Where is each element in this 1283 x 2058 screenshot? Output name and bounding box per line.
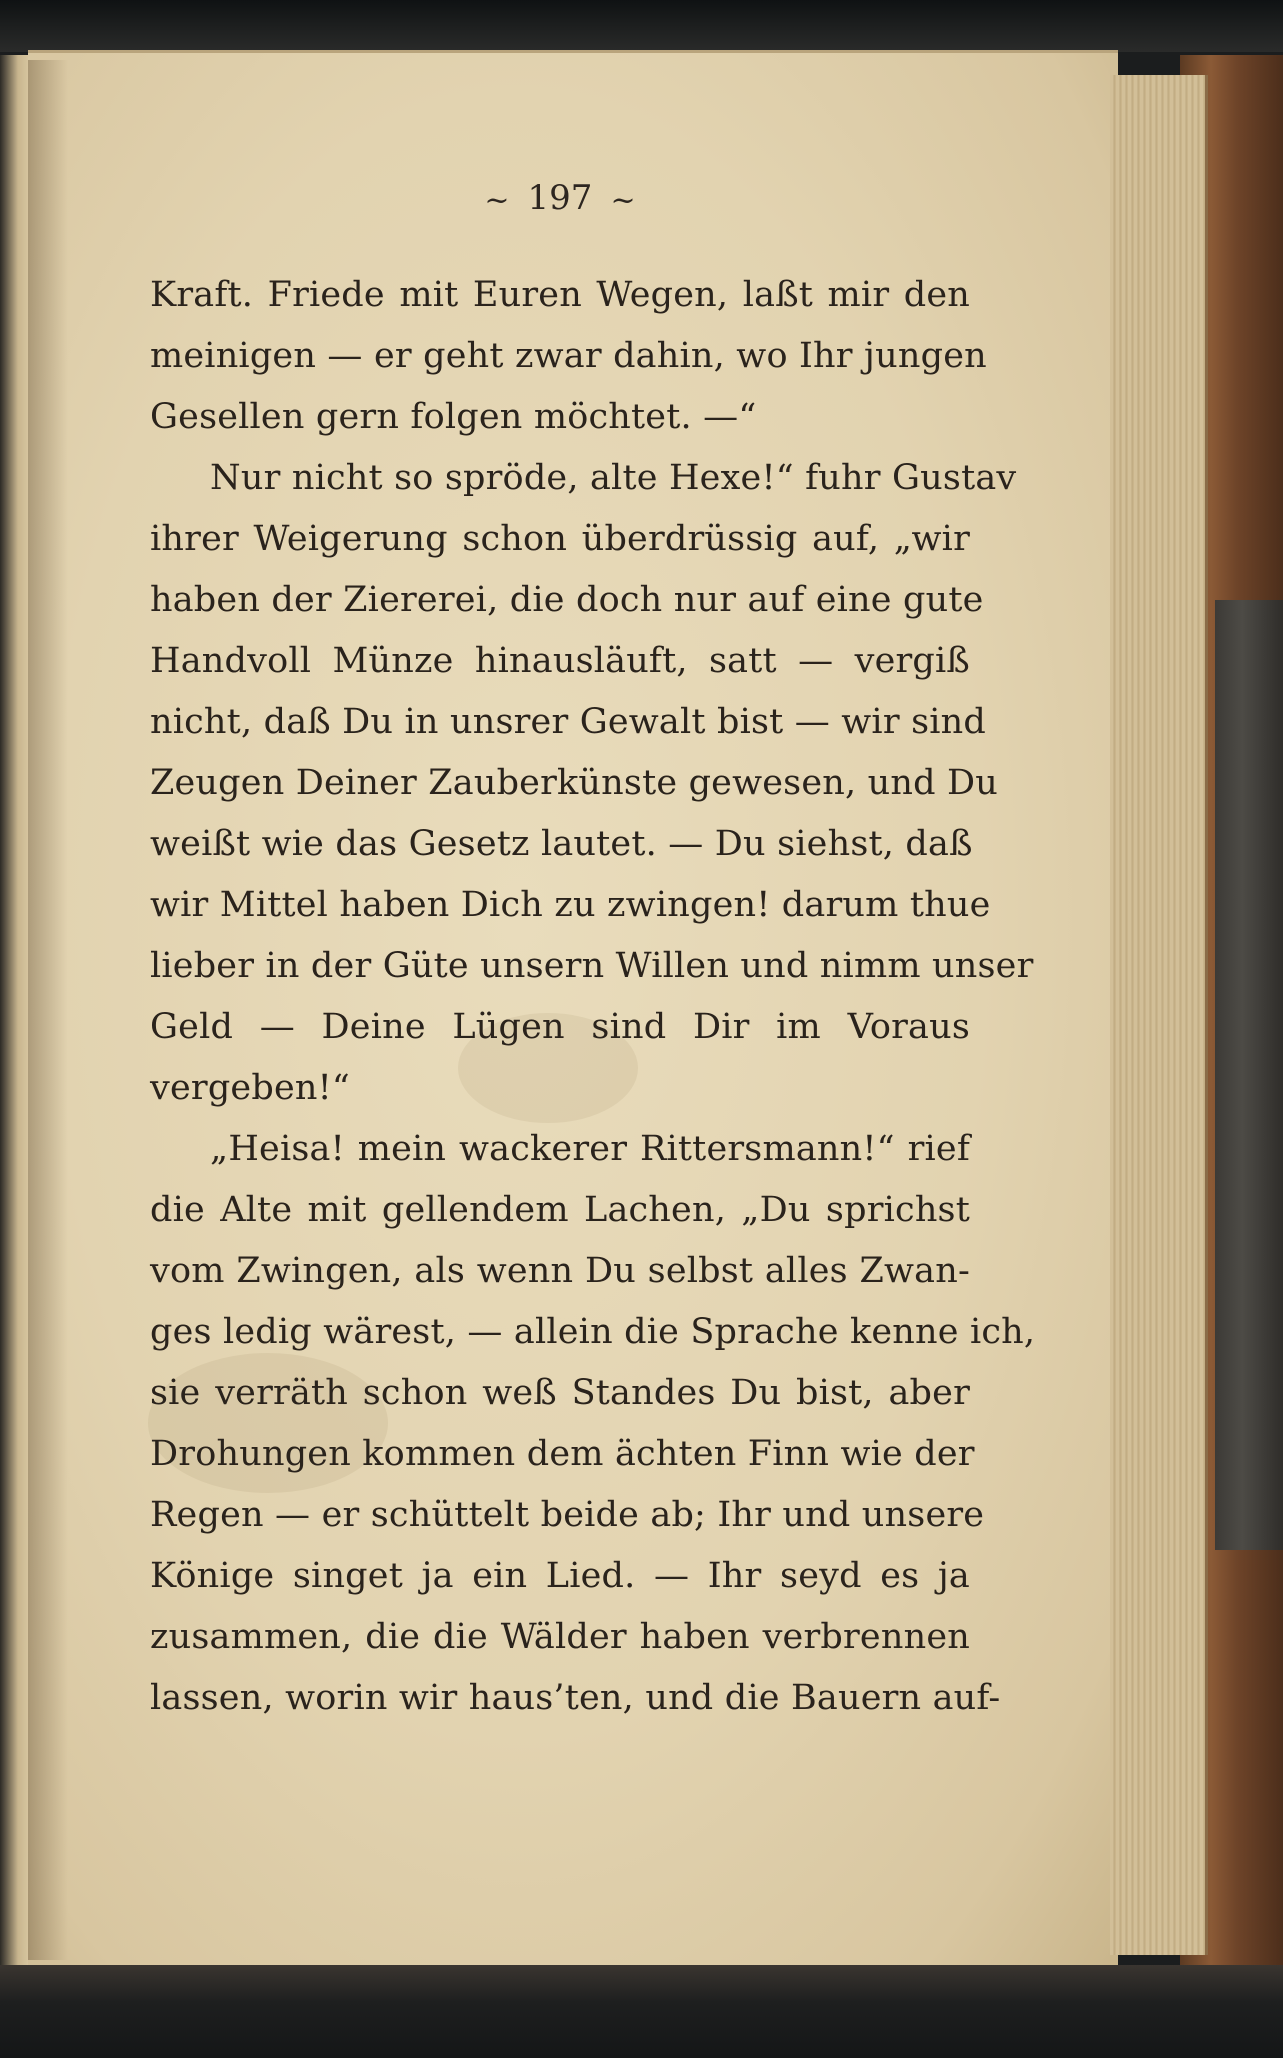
page-stack-edge [1110,75,1208,1955]
text-line: die Alte mit gellendem Lachen, „Du sprichst [150,1190,970,1230]
left-page-strip [0,55,30,1970]
text-line: lassen, worin wir haus’ten, und die Bauern auf- [150,1678,1001,1718]
text-line: sie verräth schon weß Standes Du bist, aber [150,1373,970,1413]
book-cover-shadow [1215,600,1283,1550]
text-line: Geld — Deine Lügen sind Dir im Voraus [150,1007,970,1047]
text-line: meinigen — er geht zwar dahin, wo Ihr jungen [150,336,987,376]
spine-fold-shadow [28,60,68,1960]
text-line: lieber in der Güte unsern Willen und nimm unser [150,946,1034,986]
bottom-edge [0,1965,1283,2058]
text-line: vergeben!“ [150,1068,350,1108]
text-line: ges ledig wärest, — allein die Sprache kenne ich, [150,1312,1036,1352]
text-line: Gesellen gern folgen möchtet. —“ [150,397,757,437]
text-line: nicht, daß Du in unsrer Gewalt bist — wir sind [150,702,986,742]
right-ornament-icon: ~ [610,182,636,218]
text-line: wir Mittel haben Dich zu zwingen! darum thue [150,885,991,925]
text-line: Drohungen kommen dem ächten Finn wie der [150,1434,975,1474]
page-number: 197 [527,178,593,218]
text-line: haben der Ziererei, die doch nur auf eine gute [150,580,984,620]
text-line: Kraft. Friede mit Euren Wegen, laßt mir den [150,275,970,315]
text-line: zusammen, die die Wälder haben verbrennen [150,1617,970,1657]
left-ornament-icon: ~ [484,182,510,218]
text-line: vom Zwingen, als wenn Du selbst alles Zwan- [150,1251,970,1291]
text-line: Zeugen Deiner Zauberkünste gewesen, und Du [150,763,999,803]
text-line: Nur nicht so spröde, alte Hexe!“ fuhr Gustav [210,458,1017,498]
top-shadow [0,0,1283,52]
text-line: Könige singet ja ein Lied. — Ihr seyd es ja [150,1556,970,1596]
text-line: weißt wie das Gesetz lautet. — Du siehst, daß [150,824,973,864]
page-body-text [150,265,1036,1729]
page-header [430,178,690,228]
text-line: Regen — er schüttelt beide ab; Ihr und unsere [150,1495,985,1535]
text-line: „Heisa! mein wackerer Rittersmann!“ rief [210,1129,970,1169]
text-line: ihrer Weigerung schon überdrüssig auf, „wir [150,519,970,559]
text-line: Handvoll Münze hinausläuft, satt — vergiß [150,641,970,681]
